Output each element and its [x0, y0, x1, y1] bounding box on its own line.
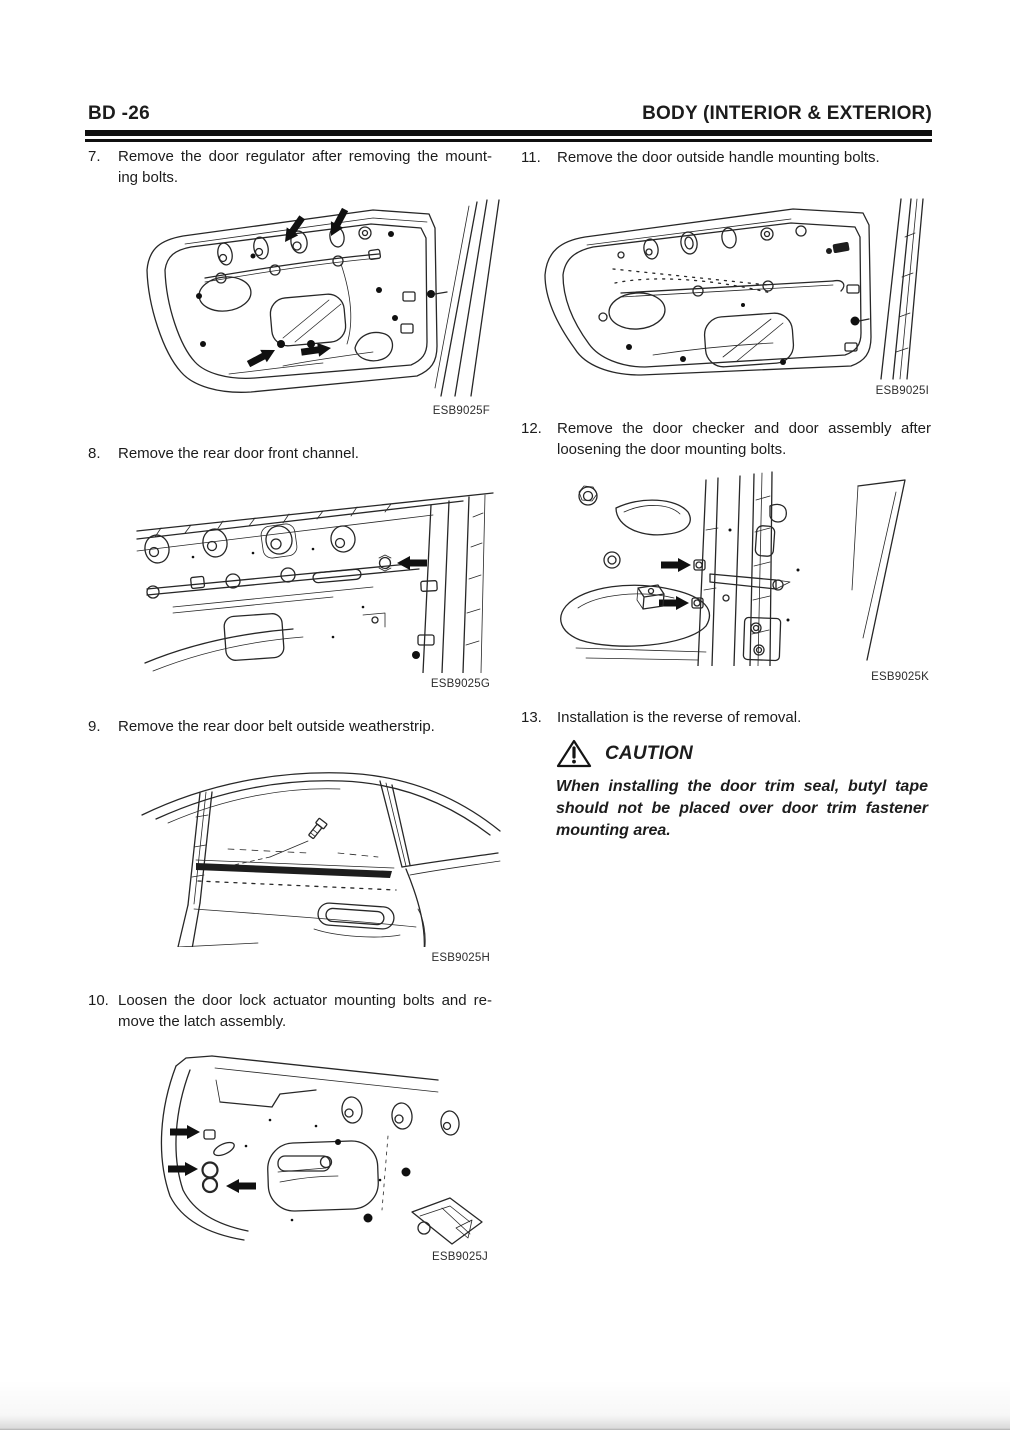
bolt-arrow-icon: [397, 556, 427, 570]
step-text: [118, 990, 492, 1032]
step-text-line: Installation is the reverse of removal.: [557, 709, 802, 726]
step-11: [521, 147, 931, 168]
figure-front-channel-illustration: [133, 487, 499, 673]
page-code: BD -26: [88, 103, 150, 124]
step-text-line: Remove the door checker and door assembly after: [557, 420, 931, 437]
step-text: [118, 716, 492, 737]
figure-outside-handle: [533, 197, 929, 380]
step-number: 7.: [88, 148, 101, 165]
figure-door-regulator: [133, 198, 505, 398]
step-8: [88, 443, 492, 464]
figure-code: ESB9025F: [432, 405, 490, 417]
step-number: 13.: [521, 709, 542, 726]
step-text-line: Remove the rear door belt outside weatherstrip.: [118, 718, 435, 735]
figure-code: ESB9025K: [871, 671, 929, 683]
step-text: [557, 147, 931, 168]
step-text-line: ing bolts.: [118, 169, 179, 186]
step-text: [118, 146, 492, 188]
step-number: 11.: [521, 149, 541, 166]
step-number: 10.: [88, 992, 109, 1009]
page-bottom-shadow: [0, 1380, 1010, 1430]
step-text: [557, 418, 931, 460]
figure-code: ESB9025H: [431, 952, 490, 964]
figure-outside-handle-illustration: [533, 197, 929, 380]
caution-heading: [556, 738, 693, 769]
step-text-line: Remove the rear door front channel.: [118, 445, 359, 462]
step-text-line: loosening the door mounting bolts.: [557, 441, 787, 458]
step-text-line: move the latch assembly.: [118, 1013, 287, 1030]
step-12: [521, 418, 931, 460]
figure-code: ESB9025J: [432, 1251, 488, 1263]
step-9: [88, 716, 492, 737]
door-checker-arm: [710, 574, 790, 590]
section-title: BODY (INTERIOR & EXTERIOR): [642, 103, 932, 124]
figure-front-channel: [133, 487, 499, 673]
weatherstrip-strip: [196, 860, 396, 890]
screw-icon: [307, 818, 327, 840]
step-text: [118, 443, 492, 464]
figure-belt-weatherstrip-illustration: [138, 757, 505, 947]
figure-door-checker: [558, 470, 930, 666]
step-text-line: Loosen the door lock actuator mounting bolts and re-: [118, 992, 492, 1009]
figure-lock-actuator-illustration: [120, 1050, 495, 1246]
figure-door-checker-illustration: [558, 470, 930, 666]
warning-triangle-icon: [556, 738, 592, 769]
figure-code: ESB9025I: [875, 385, 929, 397]
figure-door-regulator-illustration: [133, 198, 505, 398]
step-7: [88, 146, 492, 188]
caution-text-line: mounting area.: [556, 822, 671, 839]
step-text: [557, 707, 931, 728]
step-13: [521, 707, 931, 728]
figure-lock-actuator: [120, 1050, 495, 1246]
step-text-line: Remove the door outside handle mounting bolts.: [557, 149, 880, 166]
caution-text-line: When installing the door trim seal, butyl tape: [556, 778, 928, 795]
step-number: 9.: [88, 718, 101, 735]
figure-code: ESB9025G: [430, 678, 490, 690]
step-text-line: Remove the door regulator after removing the mount-: [118, 148, 492, 165]
step-10: [88, 990, 492, 1032]
caution-text-line: should not be placed over door trim fastener: [556, 800, 928, 817]
figure-belt-weatherstrip: [138, 757, 505, 947]
step-number: 8.: [88, 445, 101, 462]
door-handle: [314, 902, 400, 937]
caution-text: [556, 776, 928, 842]
step-number: 12.: [521, 420, 542, 437]
header-rule: [85, 130, 932, 142]
caution-label: CAUTION: [605, 742, 693, 764]
